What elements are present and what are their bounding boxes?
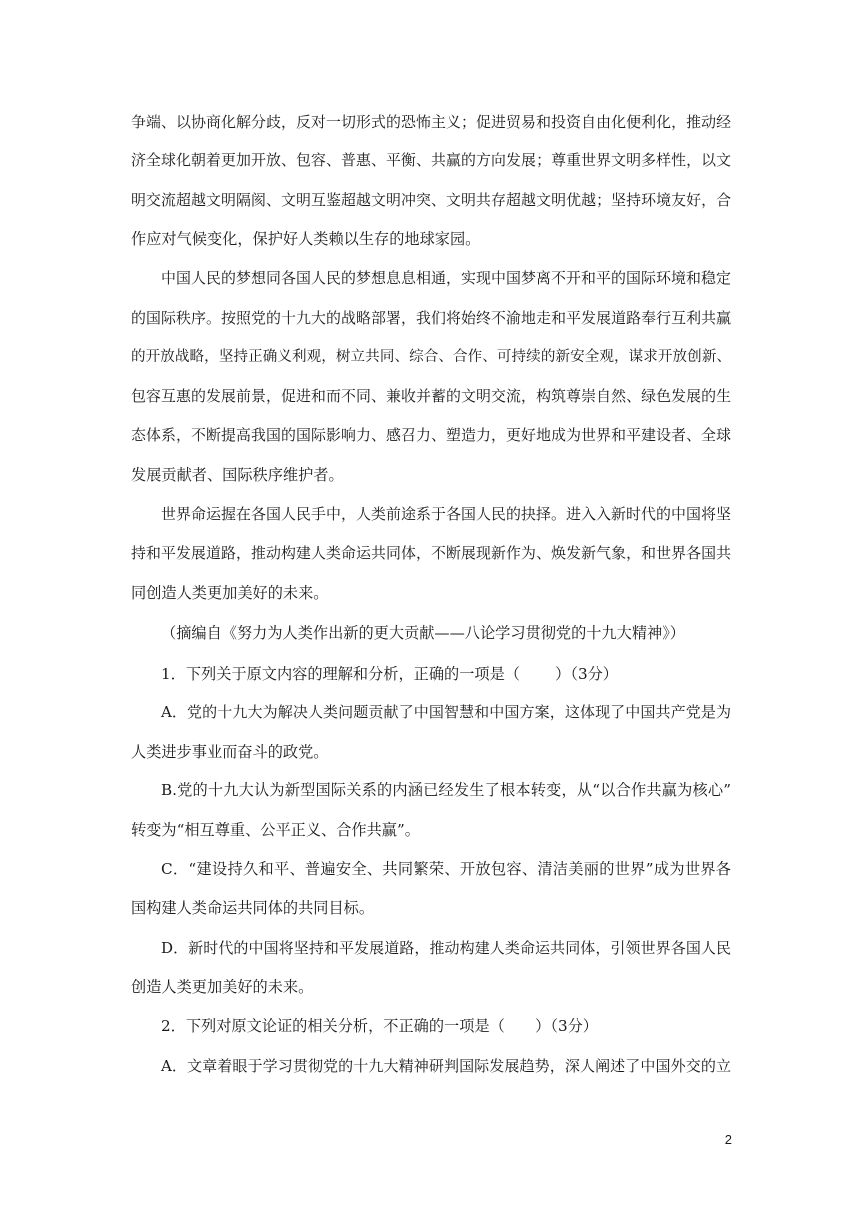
option-a-line: 人类进步事业而奋斗的政党。 xyxy=(131,743,329,761)
option-b-line: B.党的十九大认为新型国际关系的内涵已经发生了根本转变，从“以合作共赢为核心” xyxy=(161,781,731,799)
option-a-line: A．党的十九大为解决人类问题贡献了中国智慧和中国方案，这体现了中国共产党是为 xyxy=(161,703,731,721)
text-line: 争端、以协商化解分歧，反对一切形式的恐怖主义；促进贸易和投资自由化便利化，推动经 xyxy=(131,113,731,131)
text-line: 态体系，不断提高我国的国际影响力、感召力、塑造力，更好地成为世界和平建设者、全球 xyxy=(131,426,731,444)
text-line: 济全球化朝着更加开放、包容、普惠、平衡、共赢的方向发展；尊重世界文明多样性，以文 xyxy=(131,151,731,169)
text-line: 发展贡献者、国际秩序维护者。 xyxy=(131,466,344,484)
option-b-line: 转变为“相互尊重、公平正义、合作共赢”。 xyxy=(131,821,420,839)
option-c-line: 国构建人类命运共同体的共同目标。 xyxy=(131,899,374,917)
paragraph-first-line: 中国人民的梦想同各国人民的梦想息息相通，实现中国梦离不开和平的国际环境和稳定 xyxy=(161,269,731,287)
text-line: 明交流超越文明隔阂、文明互鉴超越文明冲突、文明共存超越文明优越；坚持环境友好，合 xyxy=(131,191,731,209)
question-1-stem: 1．下列关于原文内容的理解和分析，正确的一项是（ ）（3分） xyxy=(161,665,618,683)
text-line: 作应对气候变化，保护好人类赖以生存的地球家园。 xyxy=(131,230,481,248)
text-line: 的开放战略，坚持正确义利观，树立共同、综合、合作、可持续的新安全观，谋求开放创新、 xyxy=(131,348,731,365)
question-2-stem: 2．下列对原文论证的相关分析，不正确的一项是（ ）（3分） xyxy=(161,1017,598,1035)
paragraph-first-line: 世界命运握在各国人民手中，人类前途系于各国人民的抉择。进入入新时代的中国将坚 xyxy=(161,505,731,523)
text-line: 同创造人类更加美好的未来。 xyxy=(131,584,329,602)
page-number: 2 xyxy=(724,1132,732,1147)
text-line: 持和平发展道路，推动构建人类命运共同体，不断展现新作为、焕发新气象，和世界各国共 xyxy=(131,544,731,562)
option-c-line: C．“建设持久和平、普遍安全、共同繁荣、开放包容、清洁美丽的世界”成为世界各 xyxy=(161,860,731,878)
option-a-line: A．文章着眼于学习贯彻党的十九大精神研判国际发展趋势，深人阐述了中国外交的立 xyxy=(161,1057,731,1075)
option-d-line: D．新时代的中国将坚持和平发展道路，推动构建人类命运共同体，引领世界各国人民 xyxy=(161,939,731,957)
text-line: 的国际秩序。按照党的十九大的战略部署，我们将始终不渝地走和平发展道路奉行互利共赢 xyxy=(131,309,731,327)
text-line: 包容互惠的发展前景，促进和而不同、兼收并蓄的文明交流，构筑尊崇自然、绿色发展的生 xyxy=(131,387,731,405)
source-citation: （摘编自《努力为人类作出新的更大贡献——八论学习贯彻党的十九大精神》） xyxy=(161,624,685,642)
option-d-line: 创造人类更加美好的未来。 xyxy=(131,978,314,996)
